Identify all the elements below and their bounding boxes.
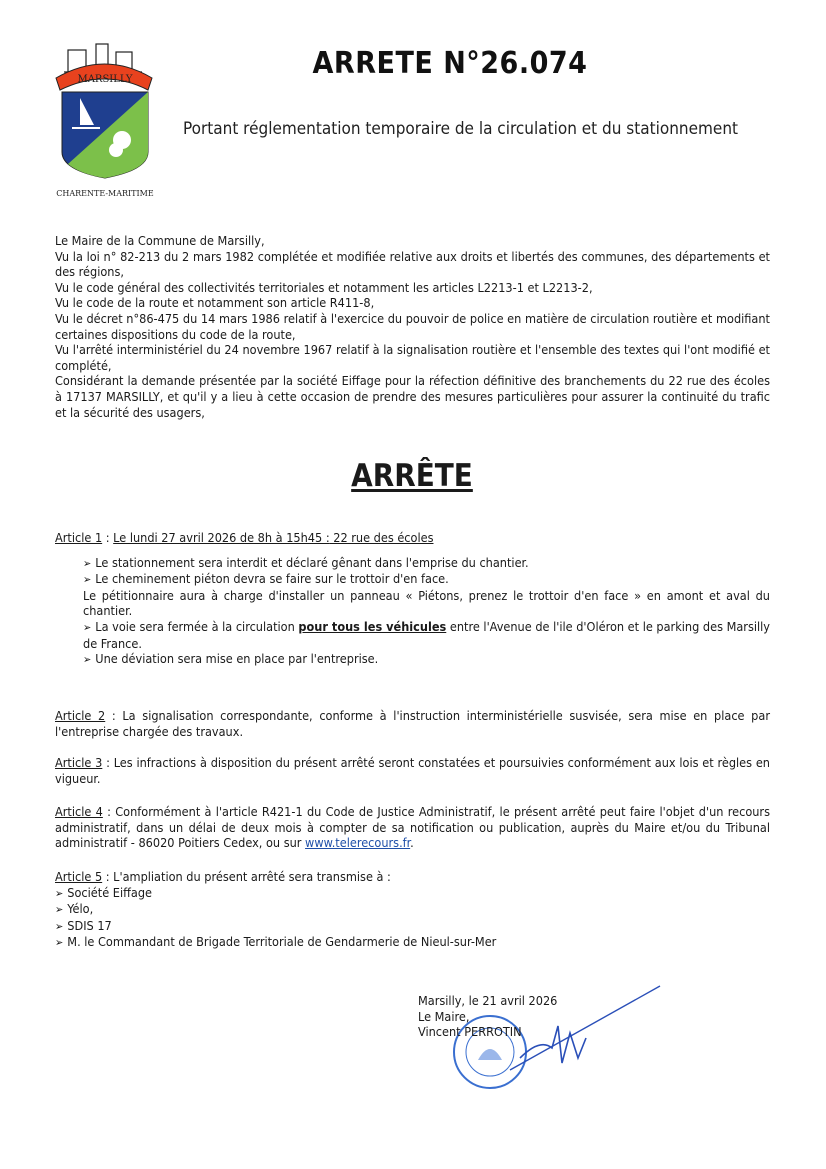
municipal-logo [50, 40, 160, 200]
recipient: Société Eiffage [67, 884, 153, 900]
arrow-bullet-icon: ➢ [55, 886, 64, 900]
arrow-bullet-icon: ➢ [55, 919, 64, 933]
article-3 [55, 755, 770, 786]
preamble-line: Le Maire de la Commune de Marsilly, [55, 233, 265, 248]
article-2 [55, 708, 770, 739]
article-5 [55, 869, 770, 951]
article-text: . [410, 835, 414, 851]
recipient: SDIS 17 [67, 917, 112, 933]
signature-name: Vincent PERROTIN [418, 1024, 522, 1040]
svg-text:CHARENTE-MARITIME: CHARENTE-MARITIME [56, 189, 154, 198]
recipient: M. le Commandant de Brigade Territoriale de Gendarmerie de Nieul-sur-Mer [67, 934, 497, 950]
article-label: Article 5 [55, 869, 103, 884]
preamble-line: Vu la loi n° 82-213 du 2 mars 1982 complétée et modifiée relative aux droits et libertés des communes, des départements et des régions, [55, 248, 770, 280]
preamble-line: Vu le code de la route et notamment son article R411-8, [55, 295, 375, 311]
article-label: Article 1 [55, 530, 103, 545]
arrow-bullet-icon: ➢ [83, 556, 92, 570]
preamble [55, 233, 770, 420]
page-subtitle: Portant réglementation temporaire de la circulation et du stationnement [183, 119, 739, 139]
article-date: Le lundi 27 avril 2026 de 8h à 15h45 : [113, 530, 330, 545]
recipient: Yélo, [67, 901, 94, 917]
bullet-emphasis: pour tous les véhicules [298, 618, 447, 634]
arrete-heading: ARRÊTE [351, 458, 473, 494]
bullet-text: Le cheminement piéton devra se faire sur le trottoir d'en face. [95, 571, 449, 587]
page-title: ARRETE N°26.074 [312, 46, 588, 81]
bullet-text: La voie sera fermée à la circulation [95, 618, 299, 634]
preamble-line: Vu l'arrêté interministériel du 24 novembre 1967 relatif à la signalisation routière et l'ensemble des textes qui l'ont modifié et complété, [55, 342, 770, 373]
preamble-line: Vu le code général des collectivités territoriales et notamment les articles L2213-1 et L2213-2, [55, 279, 593, 295]
article-text: : Conformément à l'article R421-1 du Code de Justice Administratif, le présent arrêté peut faire l'objet d'un recours administratif, dans un délai de deux mois à compter de sa notification ou publication, auprès du Maire et/ou du Tribunal administratif - 86020 Poitiers Cedex, ou sur [55, 804, 770, 851]
article-1 [55, 530, 770, 668]
article-label: Article 4 [55, 804, 103, 819]
bullet-text: Une déviation sera mise en place par l'entreprise. [95, 651, 379, 667]
arrow-bullet-icon: ➢ [83, 653, 92, 667]
signature-role: Le Maire, [418, 1008, 470, 1024]
preamble-line: Vu le décret n°86-475 du 14 mars 1986 relatif à l'exercice du pouvoir de police en matière de circulation routière et modifiant certaines dispositions du code de la route, [55, 310, 770, 342]
signature-place-date: Marsilly, le 21 avril 2026 [418, 993, 558, 1008]
bullet-text: entre l'Avenue de l'ile d'Oléron et le parking des Marsilly de France. [83, 618, 771, 651]
preamble-line: Considérant la demande présentée par la société Eiffage pour la réfection définitive des branchements du 22 rue des écoles à 17137 MARSILLY, et qu'il y a lieu à cette occasion de prendre des mesures particulières pour assurer la continuité du trafic et la sécurité des usagers, [55, 373, 770, 420]
article-text: : Les infractions à disposition du présent arrêté seront constatées et poursuivies conformément aux lois et règles en vigueur. [55, 755, 770, 786]
article-label: Article 3 [55, 755, 103, 770]
article-place: 22 rue des écoles [329, 530, 434, 545]
arrow-bullet-icon: ➢ [83, 620, 92, 634]
article-label: Article 2 [55, 708, 106, 723]
article-text: : La signalisation correspondante, conforme à l'instruction interministérielle susvisée, sera mise en place par l'entreprise chargée des travaux. [55, 708, 770, 739]
article-text: : L'ampliation du présent arrêté sera transmise à : [102, 869, 391, 884]
separator: : [102, 530, 114, 545]
telerecours-link[interactable]: www.telerecours.fr [305, 835, 411, 851]
arrow-bullet-icon: ➢ [55, 903, 64, 917]
article-4 [55, 804, 770, 851]
arrow-bullet-icon: ➢ [83, 573, 92, 587]
svg-text:MARSILLY: MARSILLY [77, 74, 133, 85]
arrow-bullet-icon: ➢ [55, 936, 64, 950]
handwritten-signature [500, 978, 670, 1078]
bullet-text: Le stationnement sera interdit et déclaré gênant dans l'emprise du chantier. [95, 554, 529, 570]
article-note: Le pétitionnaire aura à charge d'installer un panneau « Piétons, prenez le trottoir d'en face » en amont et aval du chantier. [83, 587, 770, 619]
